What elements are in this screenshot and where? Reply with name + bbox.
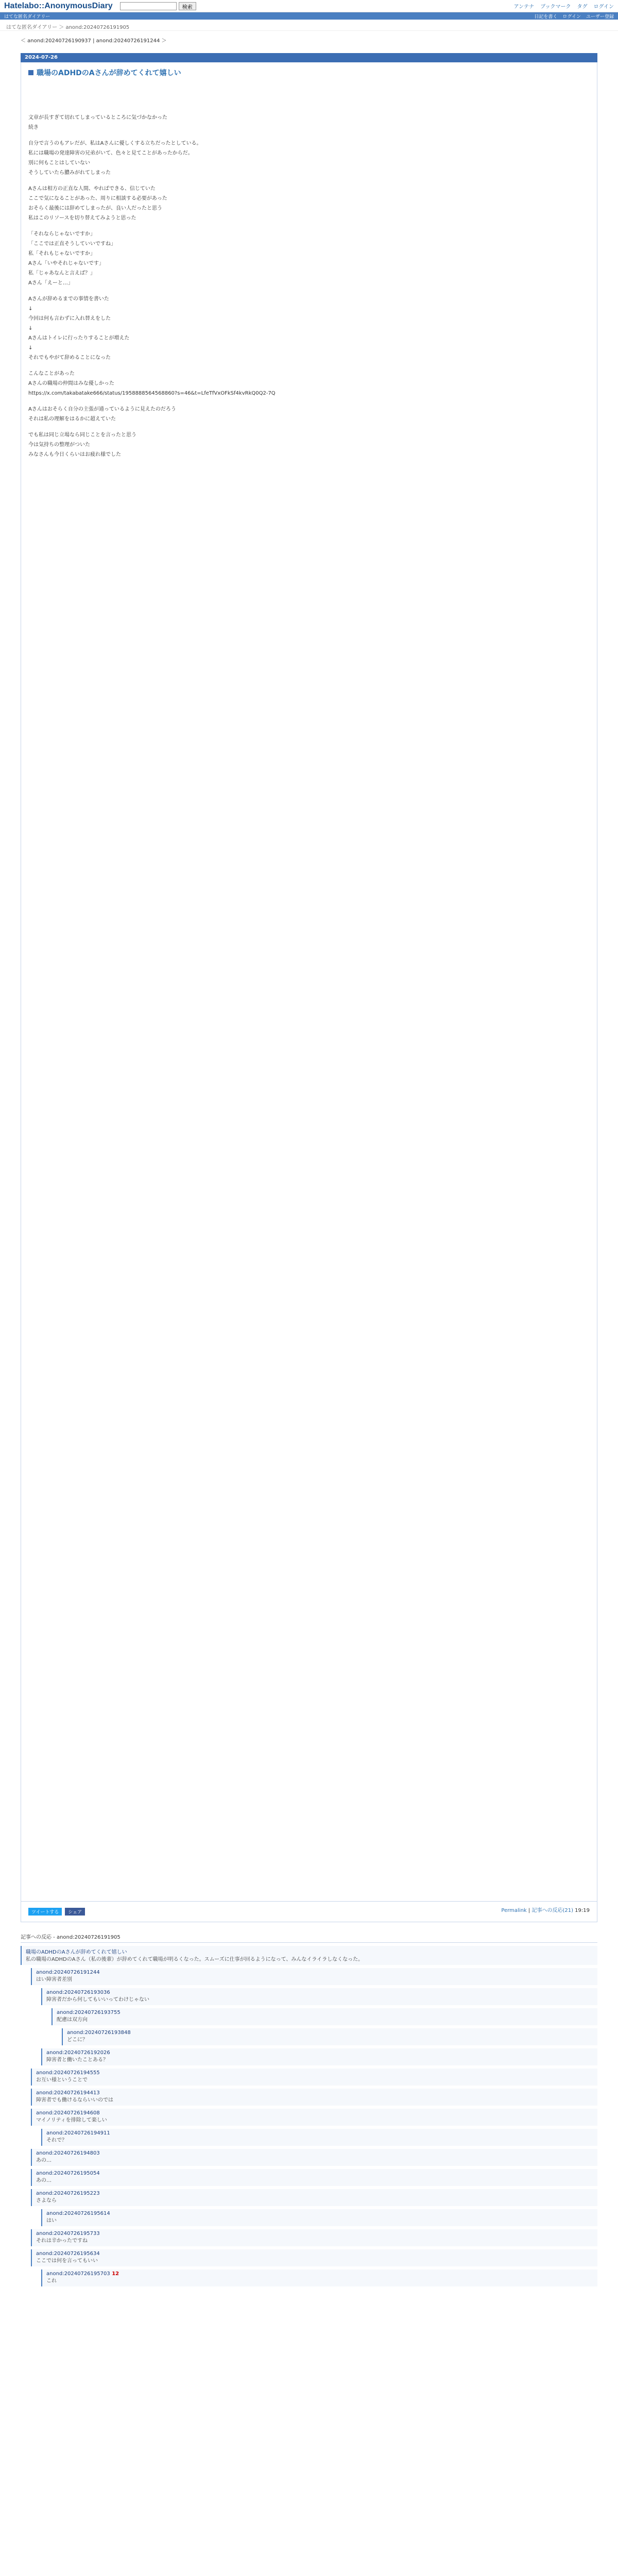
square-icon — [28, 70, 33, 75]
entry-date: 2024-07-26 — [21, 53, 597, 62]
trackback-link[interactable]: anond:20240726193755 — [57, 2010, 121, 2015]
login-link-2[interactable]: ログイン — [562, 14, 581, 20]
trackback-item — [31, 2229, 597, 2246]
body-paragraph: それは私の理解をはるかに超えていた — [28, 416, 116, 422]
trackback-text: 障害者と働いたことある？ — [46, 2057, 108, 2063]
body-paragraph: ここで気になることがあった、周りに相談する必要があった — [28, 196, 167, 201]
trackback-item — [41, 2048, 597, 2065]
login-link[interactable]: ログイン — [593, 4, 614, 10]
trackback-item — [31, 2149, 597, 2166]
body-paragraph: ↓ — [28, 326, 33, 331]
anon-diary-link[interactable]: はてな匿名ダイアリー — [4, 14, 50, 20]
trackback-link[interactable]: anond:20240726195054 — [36, 2171, 100, 2176]
write-diary-link[interactable]: 日記を書く — [534, 14, 558, 20]
trackback-text: はい — [46, 2218, 57, 2224]
body-paragraph: ↓ — [28, 345, 33, 351]
trackback-text: ここでは何を言ってもいい — [36, 2258, 98, 2264]
trackback-link[interactable]: anond:20240726193848 — [67, 2030, 131, 2036]
body-paragraph: 今は気持ちの整理がついた — [28, 442, 90, 448]
trackback-item — [31, 2109, 597, 2126]
entry-footer: Permalink | 記事への反応(21) 19:19 ツイートする シェア — [21, 1902, 597, 1922]
trackback-link[interactable]: 職場のADHDのAさんが辞めてくれて嬉しい — [26, 1950, 127, 1955]
trackback-item — [31, 2189, 597, 2206]
trackback-text: それで？ — [46, 2138, 67, 2143]
entry-time: 19:19 — [575, 1908, 590, 1913]
trackback-text: 配慮は双方向 — [57, 2017, 88, 2023]
body-paragraph: Aさんが辞めるまでの事情を書いた — [28, 296, 109, 302]
trackback-text: 障害者でも働けるならいいのでは — [36, 2097, 113, 2103]
trackback-link[interactable]: anond:20240726192026 — [46, 2050, 110, 2056]
trackback-link[interactable]: anond:20240726195733 — [36, 2231, 100, 2236]
entry-title-row — [28, 67, 590, 78]
search-button[interactable]: 検索 — [179, 2, 196, 10]
body-paragraph: 続き — [28, 125, 39, 130]
breadcrumb: はてな匿名ダイアリー ＞ anond:20240726191905 — [0, 20, 618, 31]
body-paragraph: こんなことがあった — [28, 371, 75, 377]
body-paragraph: 私には職場の発達障害の兄弟がいて、色々と見てことがあったからだ。 — [28, 150, 193, 156]
trackback-link[interactable]: anond:20240726195614 — [46, 2211, 110, 2216]
header-links — [514, 2, 614, 10]
body-paragraph: 私「それもじゃないですか」 — [28, 251, 95, 257]
trackback-item — [31, 2169, 597, 2186]
trackback-text: これ — [46, 2278, 57, 2284]
body-paragraph: Aさん「えーと…」 — [28, 280, 73, 286]
tag-link[interactable]: タグ — [577, 4, 588, 10]
trackback-text: どこに？ — [67, 2037, 88, 2043]
body-paragraph: 私「じゃあなんと言えば？」 — [28, 270, 95, 276]
body-paragraph: みなさんも今日くらいはお疲れ様でした — [28, 452, 121, 457]
permalink[interactable]: Permalink — [501, 1908, 527, 1913]
trackback-text: あの… — [36, 2158, 52, 2163]
body-paragraph: 「ここでは正直そうしていいですね」 — [28, 241, 116, 247]
trackback-item — [31, 2249, 597, 2266]
reaction-count: 12 — [110, 2271, 119, 2277]
facebook-share-button[interactable]: シェア — [65, 1908, 85, 1916]
trackback-text: 障害者だから何してもいいってわけじゃない — [46, 1997, 149, 2003]
body-paragraph: 別に何もことはしていない — [28, 160, 90, 166]
trackback-text: 私の職場のADHDのAさん（私の後輩）が辞めてくれて職場が明るくなった。スムーズに仕事が回るようになって、みんなイライラしなくなった。 — [26, 1957, 364, 1962]
trackback-link[interactable]: anond:20240726194911 — [46, 2130, 110, 2136]
trackback-item — [31, 2089, 597, 2106]
trackback-text: さよなら — [36, 2198, 57, 2204]
body-paragraph: 「それならじゃないですか」 — [28, 231, 95, 237]
trackback-text: あの… — [36, 2178, 52, 2183]
entry-navigation[interactable]: ＜ anond:20240726190937 | anond:20240726191244 ＞ — [21, 38, 167, 44]
body-paragraph: Aさんは相方の正直な人間、やればできる、信じていた — [28, 186, 156, 192]
body-paragraph: でも私は同じ立場なら同じことを言ったと思う — [28, 432, 136, 438]
trackback-link[interactable]: anond:20240726195703 — [46, 2271, 110, 2277]
trackback-link[interactable]: 記事への反応(21) — [531, 1908, 573, 1913]
body-paragraph: 自分で言うのもアレだが、私はAさんに優しくする立ちだったとしている。 — [28, 141, 202, 146]
entry-text — [28, 114, 590, 459]
trackback-heading: 記事への反応 - anond:20240726191905 — [21, 1933, 597, 1943]
trackback-item — [52, 2008, 597, 2025]
body-paragraph: ↓ — [28, 306, 33, 312]
trackback-item — [41, 2209, 597, 2226]
trackback-section — [21, 1933, 597, 2286]
body-paragraph: おそらく最後には辞めてしまったが、良い人だったと思う — [28, 206, 162, 211]
body-paragraph: Aさんはトイレに行ったりすることが増えた — [28, 335, 130, 341]
search-input[interactable] — [120, 2, 177, 10]
trackback-link[interactable]: anond:20240726194555 — [36, 2070, 100, 2076]
entry-body — [21, 62, 597, 1902]
trackback-item — [41, 2129, 597, 2146]
trackback-item — [31, 2069, 597, 2086]
trackback-text: はい障害者差別 — [36, 1977, 72, 1982]
bookmark-link[interactable]: ブックマーク — [540, 4, 571, 10]
site-logo[interactable]: Hatelabo::AnonymousDiary — [4, 1, 113, 10]
antenna-link[interactable]: アンテナ — [513, 4, 535, 10]
tweet-button[interactable]: ツイートする — [28, 1908, 62, 1916]
body-paragraph[interactable]: https://x.com/takabatake666/status/1958888564568860?s=46&t=LfeTfVxOFkSf4kvRkQ0Q2-7Q — [28, 391, 276, 396]
trackback-item — [41, 1988, 597, 2005]
trackback-item — [41, 2269, 597, 2286]
trackback-list — [21, 1946, 597, 2286]
body-paragraph: 文章が長すぎて切れてしまっているところに気づかなかった — [28, 115, 167, 121]
trackback-link[interactable]: anond:20240726195634 — [36, 2251, 100, 2257]
trackback-item — [31, 1968, 597, 1985]
body-paragraph: Aさんの職場の仲間はみな優しかった — [28, 381, 114, 386]
body-paragraph: それでもやがて辞めることになった — [28, 355, 111, 361]
trackback-link[interactable]: anond:20240726195223 — [36, 2191, 100, 2196]
trackback-link[interactable]: anond:20240726191244 — [36, 1970, 100, 1975]
trackback-text: お互い様ということで — [36, 2077, 88, 2083]
trackback-text: それは辛かったですね — [36, 2238, 88, 2244]
register-link[interactable]: ユーザー登録 — [586, 14, 614, 20]
entry-title[interactable]: 職場のADHDのAさんが辞めてくれて嬉しい — [37, 69, 181, 77]
trackback-text: マイノリティを排除して楽しい — [36, 2117, 107, 2123]
body-paragraph: 今回は何も言わずに入れ替えをした — [28, 316, 111, 321]
trackback-link[interactable]: anond:20240726194608 — [36, 2110, 100, 2116]
top-bar — [0, 0, 618, 12]
share-buttons — [28, 1908, 501, 1916]
nav-bar — [0, 12, 618, 20]
body-paragraph: Aさんはおそらく自分の主張が通っているように見えたのだろう — [28, 406, 176, 412]
trackback-link[interactable]: anond:20240726193036 — [46, 1990, 110, 1995]
body-paragraph: 私はこのリソースを切り替えてみようと思った — [28, 215, 136, 221]
trackback-item — [21, 1946, 597, 1965]
trackback-link[interactable]: anond:20240726194803 — [36, 2150, 100, 2156]
body-paragraph: Aさん「いやそれじゃないです」 — [28, 261, 104, 266]
trackback-link[interactable]: anond:20240726194413 — [36, 2090, 100, 2096]
trackback-item — [62, 2028, 597, 2045]
body-paragraph: そうしていたら膿みがれてしまった — [28, 170, 111, 176]
